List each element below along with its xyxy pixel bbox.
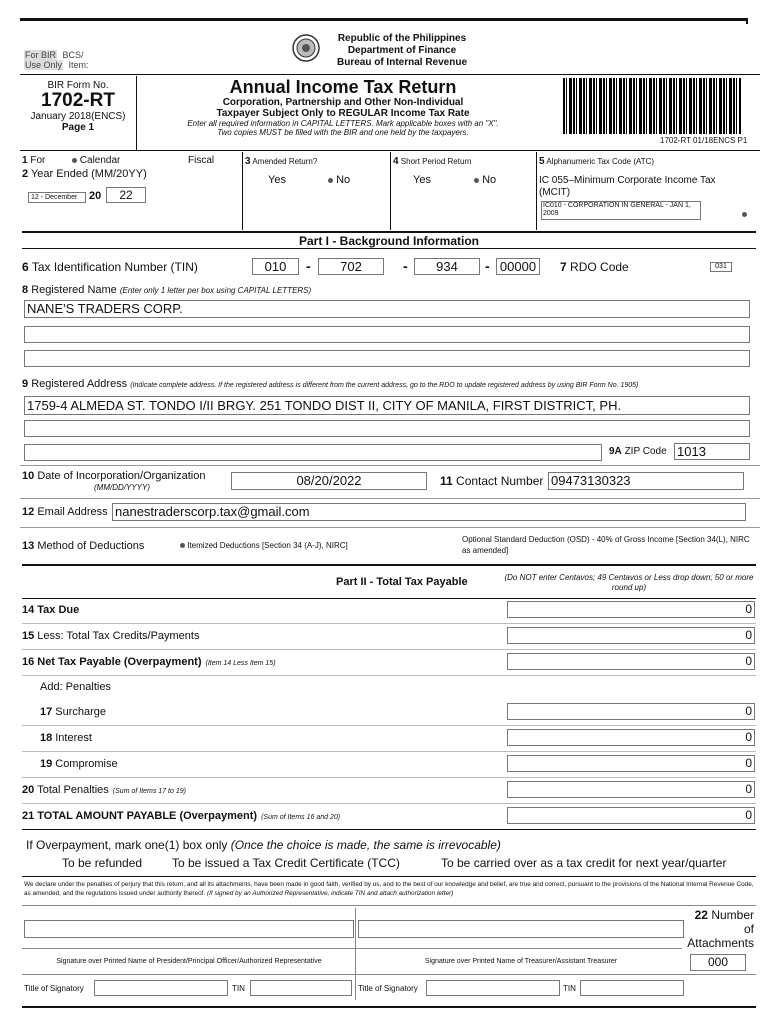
part1-header: Part I - Background Information <box>22 231 756 249</box>
amount-input-14[interactable]: 0 <box>507 601 755 618</box>
tax-line-rule <box>22 675 756 676</box>
barcode-image <box>563 78 741 134</box>
amended-no-label: No <box>336 174 351 186</box>
amount-input-17[interactable]: 0 <box>507 703 755 720</box>
part2-bottom-rule <box>22 829 756 830</box>
tax-line-rule <box>22 725 756 726</box>
item-4-num: 4 <box>393 156 399 167</box>
bureau-text: Bureau of Internal Revenue <box>336 57 468 68</box>
item-2-label: Year Ended (MM/20YY) <box>30 168 147 180</box>
item-5-label: Alphanumeric Tax Code (ATC) <box>546 157 655 166</box>
form-title: Annual Income Tax Return <box>229 77 457 97</box>
tax-line-label: Compromise <box>55 758 118 770</box>
tax-line-label: TOTAL AMOUNT PAYABLE (Overpayment) <box>37 810 258 822</box>
add-penalties-label: Add: Penalties <box>40 681 111 693</box>
tin-part-4[interactable]: 00000 <box>496 258 540 275</box>
tin-part-1[interactable]: 010 <box>252 258 299 275</box>
item-4-short-period <box>393 156 472 167</box>
title-signatory-label-1: Title of Signatory <box>24 984 84 993</box>
item-9a-num: 9A <box>609 446 622 457</box>
declaration-main: We declare under the penalties of perjury that this return, and all its attachments, have been made in good faith, verified by us, and to the best of our knowledge and belief, are true and correct, pursuant to the provisions of the National Internal Revenue Code, as amended, and the regulations issued under authority thereof. <box>24 881 754 897</box>
bir-seal-icon <box>292 34 320 62</box>
item-12-label: Email Address <box>37 506 108 518</box>
barcode-code: 1702-RT 01/18ENCS P1 <box>660 136 748 145</box>
incorporation-date-input[interactable]: 08/20/2022 <box>231 472 427 490</box>
item-8-note: (Enter only 1 letter per box using CAPITAL LETTERS) <box>119 286 312 295</box>
calendar-label: Calendar <box>79 155 121 166</box>
item-1-label: For <box>30 155 46 166</box>
tin-part-3[interactable]: 934 <box>414 258 480 275</box>
amount-input-19[interactable]: 0 <box>507 755 755 772</box>
item-6-label: Tax Identification Number (TIN) <box>31 260 198 274</box>
fiscal-label: Fiscal <box>188 155 215 166</box>
tax-line-14 <box>22 604 83 616</box>
calendar-radio[interactable] <box>72 155 120 166</box>
registered-name-line-3[interactable] <box>24 350 750 367</box>
tax-line-label: Net Tax Payable (Overpayment) <box>37 656 202 668</box>
declaration-bottom-rule <box>22 905 756 906</box>
item-11-num: 11 <box>440 474 453 488</box>
top-border <box>20 18 748 21</box>
item-5-atc <box>539 156 654 167</box>
form-id-divider <box>136 76 137 150</box>
tin-dash-2: - <box>403 258 408 274</box>
item-11-label: Contact Number <box>456 474 544 488</box>
signature-treasurer-caption: Signature over Printed Name of Treasurer/Assistant Treasurer <box>424 958 618 965</box>
method-osd-radio[interactable]: Optional Standard Deduction (OSD) - 40% of Gross Income [Section 34(L), NIRC as amended] <box>462 535 750 555</box>
atc-select[interactable]: IC010 - CORPORATION IN GENERAL - JAN 1, 2009 <box>541 201 701 220</box>
declaration-top-rule <box>22 876 756 877</box>
part2-top-rule <box>22 564 756 566</box>
fiscal-radio[interactable] <box>188 155 214 166</box>
email-address-input[interactable]: nanestraderscorp.tax@gmail.com <box>112 503 746 521</box>
part2-title: Part II - Total Tax Payable <box>336 576 468 588</box>
tax-line-15 <box>22 630 203 642</box>
tax-line-label: Interest <box>55 732 92 744</box>
item-8-label: Registered Name <box>31 284 117 296</box>
tax-line-label: Less: Total Tax Credits/Payments <box>37 630 200 642</box>
part2-note: (Do NOT enter Centavos; 49 Centavos or Less drop down; 50 or more round up) <box>504 573 754 592</box>
sig-divider <box>22 948 682 949</box>
signature-treasurer-input[interactable] <box>358 920 684 938</box>
attachments-text: Number of Attachments <box>687 908 754 950</box>
item-9-note: (Indicate complete address. If the registered address is different from the current address, go to the RDO to update registered address by using BIR Form No. 1905) <box>130 382 639 389</box>
part2-header-bottom <box>22 598 756 599</box>
item-2-num: 2 <box>22 168 29 180</box>
item-9a-zip-label <box>609 446 667 457</box>
form-instruction2: Two copies MUST be filled with the BIR and one held by the taxpayers. <box>217 128 469 137</box>
page-bottom-rule <box>22 1006 756 1008</box>
tax-line-rule <box>22 751 756 752</box>
tax-line-19 <box>40 758 122 770</box>
title-signatory-input-2[interactable] <box>426 980 560 996</box>
attachments-num: 22 <box>694 908 708 922</box>
for-bir-label <box>24 50 89 70</box>
contact-number-input[interactable]: 09473130323 <box>548 472 744 490</box>
item-13-label: Method of Deductions <box>37 540 145 552</box>
registered-name-input[interactable]: NANE'S TRADERS CORP. <box>24 300 750 318</box>
item-7-label: RDO Code <box>570 260 629 274</box>
item-10-doi-label <box>22 470 205 494</box>
calendar-selected-dot-icon <box>72 158 77 163</box>
item-3-num: 3 <box>245 156 251 167</box>
tax-line-note: (Sum of Items 17 to 19) <box>112 788 186 795</box>
registered-address-input[interactable]: 1759-4 ALMEDA ST. TONDO I/II BRGY. 251 TONDO DIST II, CITY OF MANILA, FIRST DISTRICT, PH. <box>24 396 750 415</box>
amount-input-21[interactable]: 0 <box>507 807 755 824</box>
title-bottom-divider <box>20 150 760 151</box>
contact-bottom-divider <box>20 498 760 499</box>
item-3-divider <box>242 152 243 230</box>
item-10-label: Date of Incorporation/Organization <box>37 470 206 482</box>
tin-label-1: TIN <box>232 984 245 993</box>
item-6-tin-label <box>22 260 198 274</box>
amended-no-dot-icon <box>328 178 333 183</box>
overpay-note: (Once the choice is made, the same is irrevocable) <box>230 838 501 852</box>
item-9a-label: ZIP Code <box>624 446 667 457</box>
rdo-code-select[interactable]: 031 <box>710 262 732 272</box>
year-input[interactable]: 22 <box>106 187 146 203</box>
tin-input-2[interactable] <box>580 980 684 996</box>
item-4-label: Short Period Return <box>400 157 472 166</box>
tax-line-note: (Item 14 Less Item 15) <box>205 660 276 667</box>
tax-line-label: Total Penalties <box>37 784 109 796</box>
zip-code-input[interactable]: 1013 <box>674 443 750 460</box>
item-8-name-label <box>22 284 311 296</box>
attachments-input[interactable]: 000 <box>690 954 746 971</box>
itemized-dot-icon <box>180 543 185 548</box>
amount-input-15[interactable]: 0 <box>507 627 755 644</box>
caption-divider <box>22 974 756 975</box>
item-12-num: 12 <box>22 506 35 518</box>
item-10-num: 10 <box>22 470 35 482</box>
amount-input-18[interactable]: 0 <box>507 729 755 746</box>
item-3-label: Amended Return? <box>252 157 318 166</box>
use-only-text: Use Only <box>25 60 63 70</box>
atc-select-dot-icon <box>742 208 747 220</box>
atc-mcit-radio[interactable]: IC 055–Minimum Corporate Income Tax (MCIT) <box>539 175 716 198</box>
tax-line-num: 20 <box>22 784 35 796</box>
tax-line-17 <box>40 706 110 718</box>
short-no-radio[interactable] <box>474 174 496 186</box>
item-13-method-label <box>22 540 144 552</box>
for-bir-text: For BIR <box>25 50 57 60</box>
item-13-num: 13 <box>22 540 35 552</box>
top-right-tick <box>746 18 748 24</box>
registered-address-line-2[interactable] <box>24 420 750 437</box>
form-revision: January 2018(ENCS) <box>30 111 126 122</box>
short-yes-radio[interactable]: Yes <box>413 174 431 186</box>
year-month-select[interactable]: 12 - December <box>28 192 86 203</box>
method-itemized-radio[interactable] <box>180 541 348 550</box>
tax-line-label: Tax Due <box>37 604 80 616</box>
tin-dash-1: - <box>306 258 311 274</box>
tin-dash-3: - <box>485 258 490 274</box>
method-itemized-label: Itemized Deductions [Section 34 (A-J), NIRC] <box>187 541 348 550</box>
amount-input-20[interactable]: 0 <box>507 781 755 798</box>
item-4-divider <box>390 152 391 230</box>
tin-label-2: TIN <box>563 984 576 993</box>
form-page: Page 1 <box>61 122 95 133</box>
item-7-rdo-label <box>560 260 629 274</box>
tax-line-num: 14 <box>22 604 35 616</box>
item-1-num: 1 <box>22 155 28 166</box>
tax-line-21 <box>22 810 340 822</box>
tax-line-note: (Sum of Items 16 and 20) <box>261 814 341 821</box>
email-bottom-divider <box>20 527 760 528</box>
agency-header <box>322 33 482 69</box>
tin-input-1[interactable] <box>250 980 352 996</box>
tax-line-rule <box>22 649 756 650</box>
option-carry-over[interactable]: To be carried over as a tax credit for next year/quarter <box>441 856 727 870</box>
tax-line-16 <box>22 656 276 668</box>
short-no-dot-icon <box>474 178 479 183</box>
bcs-label: BCS/ <box>62 50 84 60</box>
sig-column-divider <box>355 908 356 1000</box>
item-label: Item: <box>68 60 89 70</box>
tax-line-num: 18 <box>40 732 53 744</box>
item-12-email-label <box>22 506 108 518</box>
registered-name-line-2[interactable] <box>24 326 750 343</box>
tax-line-20 <box>22 784 186 796</box>
option-tcc[interactable]: To be issued a Tax Credit Certificate (TCC) <box>172 856 400 870</box>
item-9-num: 9 <box>22 378 29 390</box>
item-5-divider <box>536 152 537 230</box>
form-code: 1702-RT <box>41 90 115 111</box>
form-id-block <box>22 80 134 133</box>
item-3-amended <box>245 156 317 167</box>
declaration-note: (If signed by an Authorized Representative, indicate TIN and attach authorization letter) <box>206 890 454 897</box>
header-divider <box>20 74 760 75</box>
tax-line-num: 15 <box>22 630 35 642</box>
overpayment-instruction <box>26 838 501 852</box>
tax-line-num: 16 <box>22 656 35 668</box>
title-signatory-input-1[interactable] <box>94 980 228 996</box>
tin-part-2[interactable]: 702 <box>318 258 384 275</box>
item-7-num: 7 <box>560 260 567 274</box>
amended-yes-radio[interactable]: Yes <box>268 174 286 186</box>
form-subtitle1: Corporation, Partnership and Other Non-Individual <box>222 97 464 108</box>
attachments-label <box>686 908 754 950</box>
form-no-label: BIR Form No. <box>47 80 109 91</box>
republic-text: Republic of the Philippines <box>337 33 467 44</box>
tax-line-18 <box>40 732 96 744</box>
tax-line-rule <box>22 777 756 778</box>
signature-president-input[interactable] <box>24 920 354 938</box>
tax-line-rule <box>22 803 756 804</box>
title-signatory-label-2: Title of Signatory <box>358 984 418 993</box>
tax-line-label: Surcharge <box>55 706 107 718</box>
item-1-for <box>22 155 45 166</box>
department-text: Department of Finance <box>347 45 457 56</box>
item-10-format: (MM/DD/YYYY) <box>94 483 150 492</box>
option-refund[interactable]: To be refunded <box>62 856 143 870</box>
item-11-contact-label <box>440 474 543 488</box>
tax-line-num: 21 <box>22 810 35 822</box>
title-block <box>138 78 548 137</box>
item-9-address-label <box>22 378 752 390</box>
short-no-label: No <box>482 174 497 186</box>
tax-line-rule <box>22 623 756 624</box>
registered-address-line-3[interactable] <box>24 444 602 461</box>
declaration-text <box>24 880 756 898</box>
amount-input-16[interactable]: 0 <box>507 653 755 670</box>
item-6-num: 6 <box>22 260 29 274</box>
year-20-prefix: 20 <box>89 190 102 202</box>
item-5-num: 5 <box>539 156 545 167</box>
signature-president-caption: Signature over Printed Name of President/Principal Officer/Authorized Representative <box>56 958 322 965</box>
item-9-label: Registered Address <box>31 378 128 390</box>
amended-no-radio[interactable] <box>328 174 350 186</box>
overpay-label: If Overpayment, mark one(1) box only <box>26 838 228 852</box>
tax-line-num: 19 <box>40 758 53 770</box>
form-subtitle2: Taxpayer Subject Only to REGULAR Income Tax Rate <box>216 108 470 119</box>
item-2-year-ended <box>22 168 147 180</box>
item-8-num: 8 <box>22 284 29 296</box>
form-instruction1: Enter all required information in CAPITAL LETTERS. Mark applicable boxes with an "X". <box>187 119 499 128</box>
tax-line-num: 17 <box>40 706 53 718</box>
address-bottom-divider <box>20 465 760 466</box>
